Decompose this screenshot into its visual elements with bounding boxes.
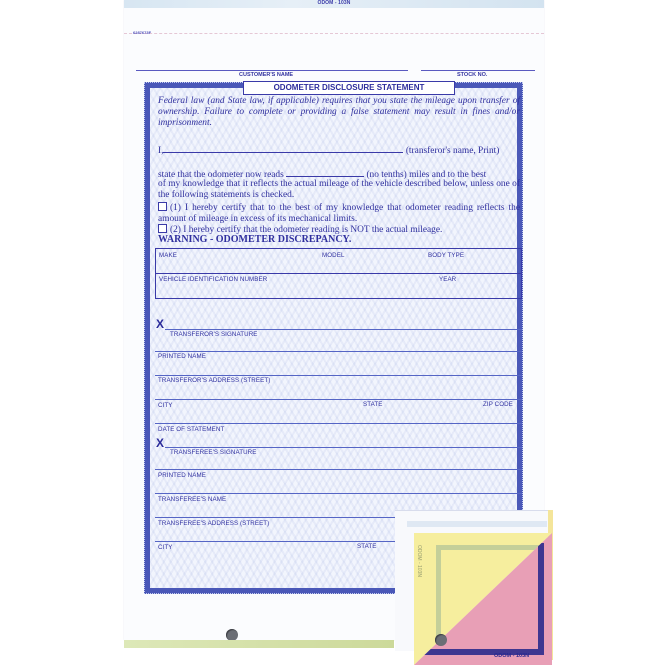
transferor-address-label: TRANSFEROR'S ADDRESS (STREET)	[158, 377, 271, 384]
transferee-signature-line[interactable]	[165, 447, 522, 448]
legal-intro: Federal law (and State law, if applicable) requires that you state the mileage upon transfer of ownership. Failure to complete or providing a false statement may result in fines and/or imprisonment.	[158, 96, 520, 128]
transferor-city-label: CITY	[158, 402, 173, 409]
transferor-suffix: (transferor's name, Print)	[405, 146, 500, 156]
transferor-signature-line[interactable]	[165, 329, 522, 330]
odometer-prefix: state that the odometer now reads	[158, 170, 284, 180]
checkbox-1-label: (1) I hereby certify that to the best of my knowledge that odometer reading reflects the amount of mileage in excess of its mechanical limits.	[158, 203, 520, 225]
page-title: ODOMETER DISCLOSURE STATEMENT	[243, 81, 455, 95]
transferee-name-line[interactable]	[155, 493, 522, 494]
transferee-printed-name-label: PRINTED NAME	[158, 472, 206, 479]
odometer-suffix: (no tenths) miles and to the best	[366, 170, 487, 180]
make-label: MAKE	[159, 252, 177, 259]
transferee-name-label: TRANSFEREE'S NAME	[158, 496, 227, 503]
copy-binding-hole-icon	[435, 634, 447, 646]
transferee-city-label: CITY	[158, 544, 173, 551]
copy-code-vertical: ODOM - 103N	[416, 545, 422, 577]
transferee-signature-label: TRANSFEREE'S SIGNATURE	[170, 449, 257, 456]
transferor-prefix: I,	[158, 146, 164, 156]
transferor-printed-name-label: PRINTED NAME	[158, 353, 206, 360]
transferor-city-line[interactable]	[155, 399, 522, 400]
transferee-printed-name-line[interactable]	[155, 469, 522, 470]
transferor-name-row	[158, 144, 499, 157]
green-copy-edge	[124, 640, 394, 648]
perforation-line	[124, 33, 544, 34]
body-type-label: BODY TYPE	[428, 252, 465, 259]
odometer-reading-field[interactable]	[286, 168, 364, 177]
customer-name-line[interactable]	[136, 70, 408, 71]
transferee-x-mark: X	[156, 436, 165, 450]
transferee-address-label: TRANSFEREE'S ADDRESS (STREET)	[158, 520, 270, 527]
carbon-copies-corner	[390, 505, 550, 665]
warning-text: WARNING - ODOMETER DISCREPANCY.	[158, 234, 352, 245]
checkbox-2-label: (2) I hereby certify that the odometer reading is NOT the actual mileage.	[170, 225, 443, 235]
customer-name-label: CUSTOMER'S NAME	[239, 72, 294, 78]
stock-no-label: STOCK NO.	[457, 72, 488, 78]
statement-body: of my knowledge that it reflects the actual mileage of the vehicle described below, unless one of the following statements is checked.	[158, 179, 520, 201]
date-of-statement-line[interactable]	[155, 423, 522, 424]
checkbox-1[interactable]	[158, 202, 167, 211]
transferor-signature-label: TRANSFEROR'S SIGNATURE	[170, 331, 258, 338]
stock-no-line[interactable]	[421, 70, 535, 71]
year-label: YEAR	[439, 276, 457, 283]
vehicle-box-divider	[156, 273, 521, 274]
transferor-name-field[interactable]	[163, 144, 403, 153]
transferor-x-mark: X	[156, 317, 165, 331]
form-code-top: ODOM - 103N	[317, 0, 351, 6]
date-of-statement-label: DATE OF STATEMENT	[158, 426, 225, 433]
vin-label: VEHICLE IDENTIFICATION NUMBER	[159, 276, 268, 283]
white-copy-band	[407, 521, 547, 527]
model-label: MODEL	[322, 252, 345, 259]
transferor-address-line[interactable]	[155, 375, 522, 376]
small-code: 6287673F	[133, 30, 152, 35]
transferor-state-label: STATE	[363, 401, 383, 408]
transferor-zip-label: ZIP CODE	[483, 401, 513, 408]
checkbox-2[interactable]	[158, 224, 167, 233]
checkbox-1-row	[158, 202, 520, 226]
transferee-state-label: STATE	[357, 543, 377, 550]
copy-code-bottom: ODOM - 103N	[494, 653, 530, 659]
transferor-printed-name-line[interactable]	[155, 351, 522, 352]
vehicle-info-box	[155, 248, 522, 299]
